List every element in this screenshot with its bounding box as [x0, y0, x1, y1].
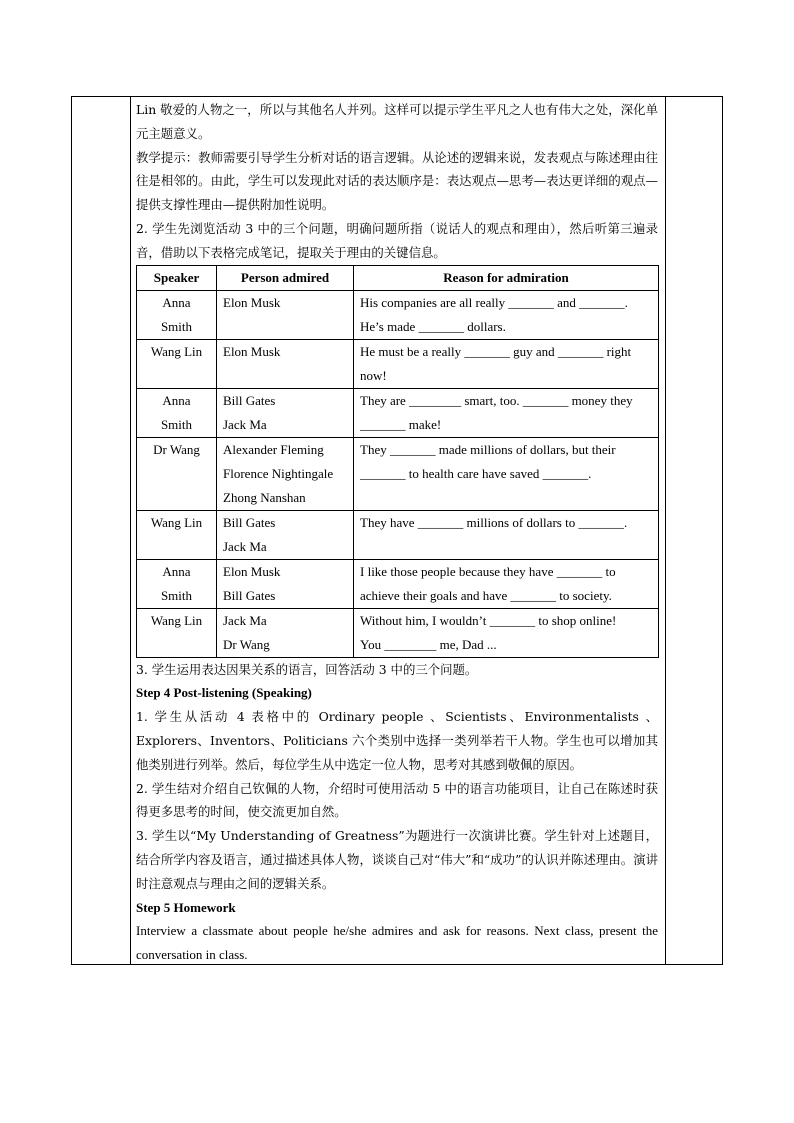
- person-cell: [217, 339, 354, 388]
- reason-cell: [354, 608, 659, 657]
- reason-cell: [354, 437, 659, 510]
- reason-line: now!: [360, 367, 387, 383]
- activity-3-instruction: 3. 学生运用表达因果关系的语言，回答活动 3 中的三个问题。: [136, 661, 478, 677]
- reason-cell: [354, 388, 659, 437]
- person-name: Florence Nightingale: [223, 465, 334, 481]
- header-reason: Reason for admiration: [354, 265, 659, 290]
- reason-line: _______ make!: [360, 416, 442, 432]
- person-name: Bill Gates: [223, 392, 276, 408]
- speaker-name: Anna: [162, 392, 191, 408]
- person-cell: [217, 510, 354, 559]
- step-4-item-2: 2. 学生结对介绍自己钦佩的人物，介绍时可使用活动 5 中的语言功能项目，让自己在陈述时获得更多思考的时间，使交流更加自然。: [136, 780, 658, 820]
- reason-line: _______ to health care have saved _______.: [360, 465, 592, 481]
- person-name: Alexander Fleming: [223, 441, 324, 457]
- person-name: Jack Ma: [223, 612, 267, 628]
- reason-cell: [354, 339, 659, 388]
- speaker-cell: [137, 608, 217, 657]
- person-name: Elon Musk: [223, 563, 281, 579]
- person-cell: [217, 608, 354, 657]
- reason-line: They have _______ millions of dollars to _______.: [360, 514, 628, 530]
- intro-paragraph-1: Lin 敬爱的人物之一，所以与其他名人并列。这样可以提示学生平凡之人也有伟大之处，深化单元主题意义。: [136, 102, 658, 141]
- step-5-heading: Step 5 Homework: [136, 899, 236, 915]
- activity-instruction: 2. 学生先浏览活动 3 中的三个问题，明确问题所指（说话人的观点和理由），然后听第三遍录音，借助以下表格完成笔记，提取关于理由的关键信息。: [136, 220, 658, 260]
- reason-line: They are ________ smart, too. _______ money they: [360, 392, 633, 408]
- speaker-cell: [137, 290, 217, 339]
- reason-line: He’s made _______ dollars.: [360, 318, 506, 334]
- person-cell: [217, 559, 354, 608]
- reason-line: He must be a really _______ guy and _______ right: [360, 343, 632, 359]
- homework-text: Interview a classmate about people he/she admires and ask for reasons. Next class, present the conversation in class.: [136, 923, 658, 963]
- speaker-name: Dr Wang: [153, 441, 200, 457]
- person-name: Dr Wang: [223, 636, 270, 652]
- person-name: Bill Gates: [223, 514, 276, 530]
- header-speaker: Speaker: [137, 265, 217, 290]
- reason-line: You ________ me, Dad ...: [360, 636, 497, 652]
- speaker-name: Anna: [162, 563, 191, 579]
- speaker-name: Wang Lin: [150, 343, 203, 359]
- lesson-content: [136, 98, 658, 967]
- person-cell: [217, 388, 354, 437]
- reason-line: achieve their goals and have _______ to society.: [360, 587, 612, 603]
- speaker-name: Wang Lin: [150, 514, 203, 530]
- speaker-name: Smith: [160, 318, 193, 334]
- person-name: Elon Musk: [223, 294, 281, 310]
- reason-line: I like those people because they have _______ to: [360, 563, 616, 579]
- speaker-name: Wang Lin: [150, 612, 203, 628]
- person-name: Zhong Nanshan: [223, 489, 306, 505]
- speaker-cell: [137, 339, 217, 388]
- reason-line: Without him, I wouldn’t _______ to shop online!: [360, 612, 617, 628]
- note-table: [136, 265, 659, 658]
- speaker-cell: [137, 510, 217, 559]
- reason-line: They _______ made millions of dollars, but their: [360, 441, 616, 457]
- speaker-name: Smith: [160, 416, 193, 432]
- speaker-cell: [137, 559, 217, 608]
- table-row: [137, 339, 659, 388]
- right-column-divider: [665, 97, 666, 964]
- step-4-item-3: 3. 学生以“My Understanding of Greatness”为题进行一次演讲比赛。学生针对上述题目，结合所学内容及语言，通过描述具体人物，谈谈自己对“伟大”和“成功”的认识并陈述理由。演讲时注意观点与理由之间的逻辑关系。: [136, 828, 658, 891]
- table-row: [137, 437, 659, 510]
- table-row: [137, 388, 659, 437]
- reason-cell: [354, 290, 659, 339]
- speaker-cell: [137, 437, 217, 510]
- teaching-tip: 教学提示：教师需要引导学生分析对话的语言逻辑。从论述的逻辑来说，发表观点与陈述理由往往是相邻的。由此，学生可以发现此对话的表达顺序是：表达观点—思考—表达更详细的观点—提供支撑性理由—提供附加性说明。: [136, 149, 658, 213]
- header-person-admired: Person admired: [217, 265, 354, 290]
- speaker-name: Smith: [160, 587, 193, 603]
- reason-cell: [354, 510, 659, 559]
- speaker-name: Anna: [162, 294, 191, 310]
- person-name: Jack Ma: [223, 538, 267, 554]
- table-row: [137, 559, 659, 608]
- person-cell: [217, 290, 354, 339]
- note-table-header-row: [137, 265, 659, 290]
- reason-line: His companies are all really _______ and _______.: [360, 294, 628, 310]
- step-4-item-1: 1. 学生从活动 4 表格中的 Ordinary people 、Scientists、Environmentalists 、Explorers、Inventors、Politicians 六个类别中选择一类列举若干人物。学生也可以增加其他类别进行列举。然后，每位学生从中选定一位人物，思考对其感到敬佩的原因。: [136, 709, 658, 772]
- table-row: [137, 510, 659, 559]
- person-name: Bill Gates: [223, 587, 276, 603]
- step-4-heading: Step 4 Post-listening (Speaking): [136, 685, 312, 701]
- person-cell: [217, 437, 354, 510]
- table-row: [137, 290, 659, 339]
- person-name: Jack Ma: [223, 416, 267, 432]
- person-name: Elon Musk: [223, 343, 281, 359]
- reason-cell: [354, 559, 659, 608]
- table-row: [137, 608, 659, 657]
- speaker-cell: [137, 388, 217, 437]
- left-column-divider: [130, 97, 131, 964]
